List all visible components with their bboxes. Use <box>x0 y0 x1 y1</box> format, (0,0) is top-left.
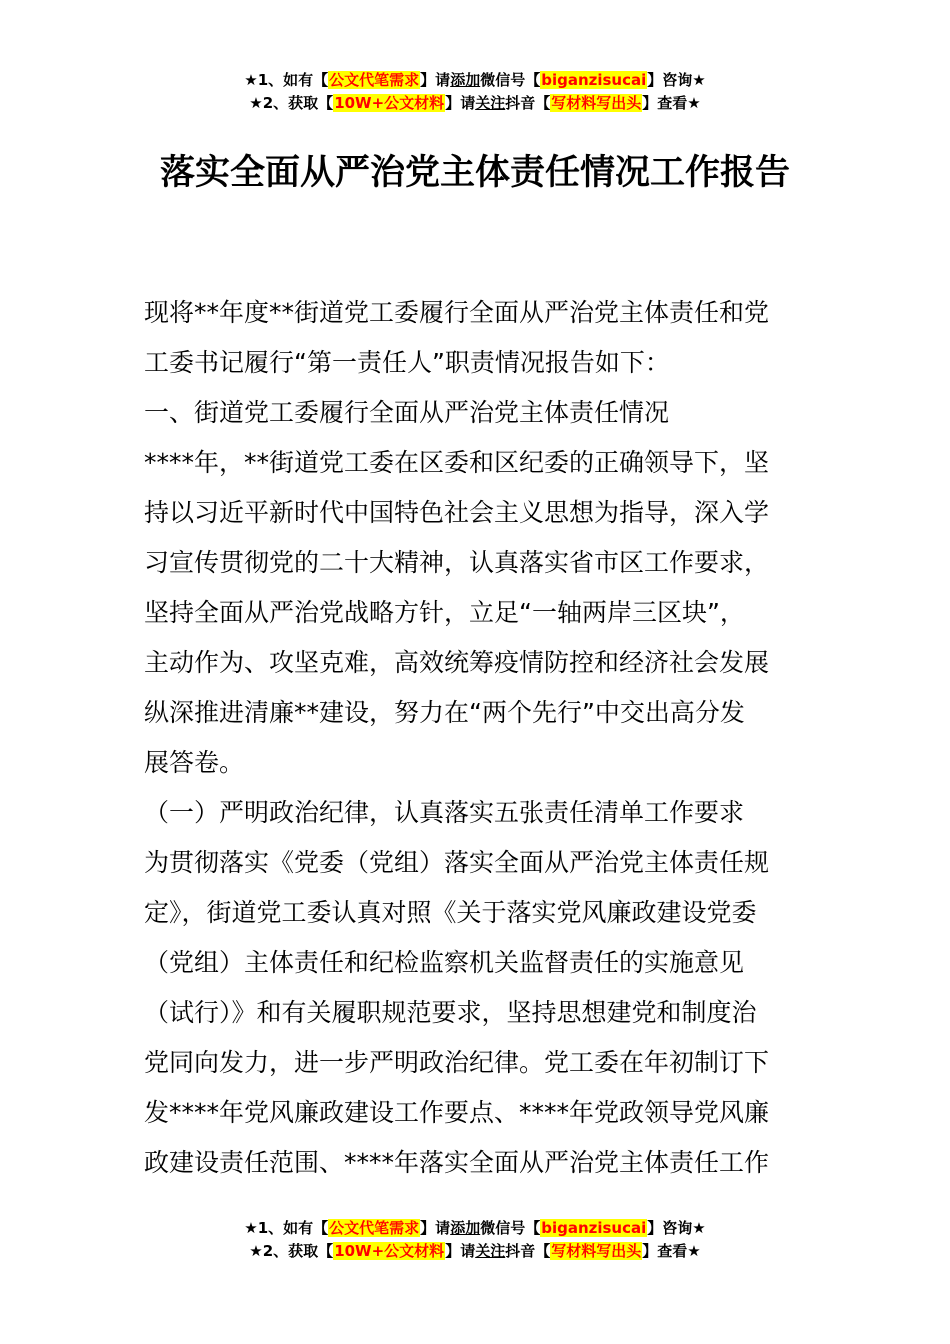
body-line: 发****年党风廉政建设工作要点、****年党政领导党风廉 <box>144 1098 770 1127</box>
body-line: 定》，街道党工委认真对照《关于落实党风廉政建设党委 <box>144 898 757 927</box>
body-line: 为贯彻落实《党委（党组）落实全面从严治党主体责任规 <box>144 848 770 877</box>
promo-underline: 添加 <box>450 71 481 89</box>
promo-line-1 <box>0 69 950 92</box>
promo-banner-bottom <box>0 1217 950 1263</box>
body-line: （党组）主体责任和纪检监察机关监督责任的实施意见 <box>144 948 745 977</box>
body-line: 主动作为、攻坚克难，高效统筹疫情防控和经济社会发展 <box>144 648 770 677</box>
promo-text: ★2、获取【 <box>249 94 334 112</box>
promo-wechat-id: biganzisucai <box>541 71 647 89</box>
body-line: 展答卷。 <box>144 748 245 777</box>
promo-text: ★2、获取【 <box>249 1242 334 1260</box>
promo-text: 】请 <box>420 1219 451 1237</box>
promo-underline: 添加 <box>450 1219 481 1237</box>
body-line: 现将**年度**街道党工委履行全面从严治党主体责任和党 <box>144 298 770 327</box>
promo-text: 】请 <box>445 94 476 112</box>
promo-text: 】请 <box>445 1242 476 1260</box>
body-line: 持以习近平新时代中国特色社会主义思想为指导，深入学 <box>144 498 770 527</box>
promo-highlight: 公文代笔需求 <box>329 1219 420 1237</box>
promo-text: ★1、如有【 <box>244 71 329 89</box>
promo-line-2 <box>0 92 950 115</box>
body-line: 一、街道党工委履行全面从严治党主体责任情况 <box>144 398 670 427</box>
promo-line-2 <box>0 1240 950 1263</box>
document-body <box>144 288 809 1188</box>
promo-highlight: 10W+公文材料 <box>334 94 445 112</box>
body-line: 习宣传贯彻党的二十大精神，认真落实省市区工作要求， <box>144 548 770 577</box>
promo-text: 】咨询★ <box>647 1219 706 1237</box>
promo-underline: 关注 <box>475 94 506 112</box>
body-line: 工委书记履行“第一责任人”职责情况报告如下： <box>144 348 670 377</box>
promo-banner-top <box>0 69 950 115</box>
body-line: ****年，**街道党工委在区委和区纪委的正确领导下，坚 <box>144 448 770 477</box>
document-title: 落实全面从严治党主体责任情况工作报告 <box>159 153 790 193</box>
promo-douyin-id: 写材料写出头 <box>551 1242 642 1260</box>
body-line: 政建设责任范围、****年落实全面从严治党主体责任工作 <box>144 1148 770 1177</box>
promo-wechat-id: biganzisucai <box>541 1219 647 1237</box>
promo-text: 微信号【 <box>480 1219 541 1237</box>
promo-text: 】查看★ <box>642 1242 701 1260</box>
promo-highlight: 公文代笔需求 <box>329 71 420 89</box>
promo-douyin-id: 写材料写出头 <box>551 94 642 112</box>
promo-text: 抖音【 <box>505 94 551 112</box>
promo-text: 】请 <box>420 71 451 89</box>
promo-text: 抖音【 <box>505 1242 551 1260</box>
promo-text: 】查看★ <box>642 94 701 112</box>
promo-text: 微信号【 <box>480 71 541 89</box>
promo-line-1 <box>0 1217 950 1240</box>
promo-text: 】咨询★ <box>647 71 706 89</box>
body-line: （试行）》和有关履职规范要求，坚持思想建党和制度治 <box>144 998 757 1027</box>
promo-highlight: 10W+公文材料 <box>334 1242 445 1260</box>
body-line: （一）严明政治纪律，认真落实五张责任清单工作要求 <box>144 798 745 827</box>
body-line: 纵深推进清廉**建设，努力在“两个先行”中交出高分发 <box>144 698 745 727</box>
promo-text: ★1、如有【 <box>244 1219 329 1237</box>
body-line: 党同向发力，进一步严明政治纪律。党工委在年初制订下 <box>144 1048 770 1077</box>
promo-underline: 关注 <box>475 1242 506 1260</box>
body-line: 坚持全面从严治党战略方针，立足“一轴两岸三区块”， <box>144 598 745 627</box>
